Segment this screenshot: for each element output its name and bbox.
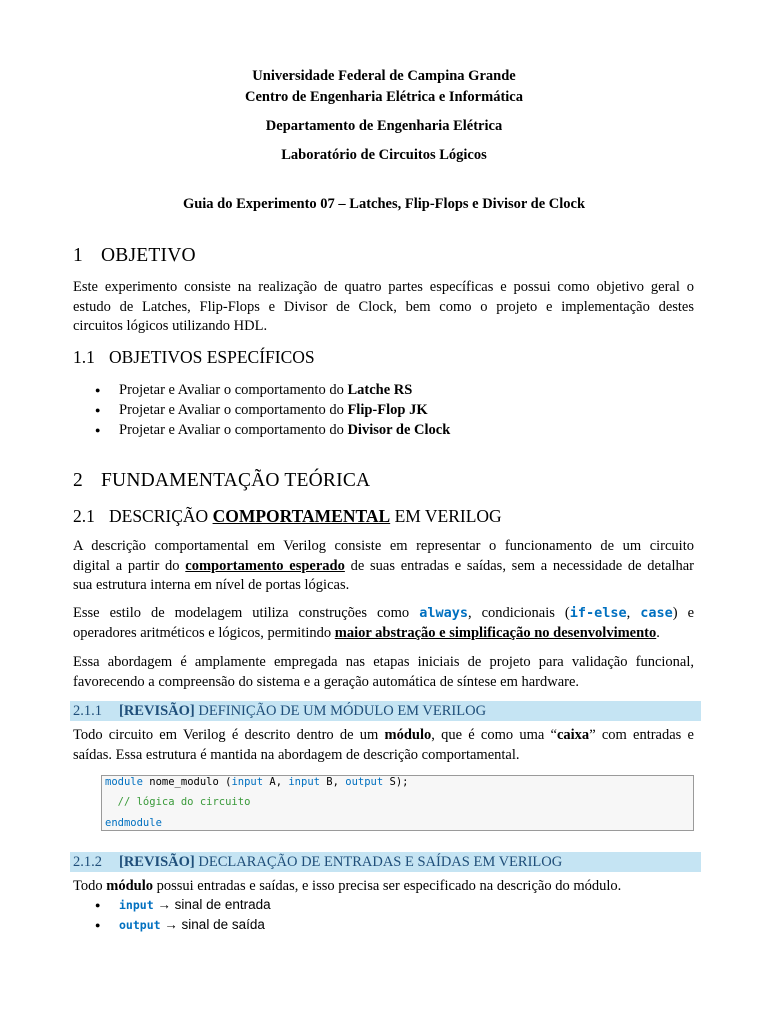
section-2-1-1-heading — [70, 701, 701, 721]
section-1-heading — [73, 245, 196, 267]
code-comment: // lógica do circuito — [105, 796, 251, 808]
section-1-1-heading — [73, 347, 315, 368]
text: , condicionais ( — [467, 605, 570, 621]
department-name: Departamento de Engenharia Elétrica — [265, 118, 503, 134]
item-text: Projetar e Avaliar o comportamento do — [119, 382, 348, 398]
keyword: output — [119, 918, 161, 932]
item-emphasis: Flip-Flop JK — [347, 402, 428, 418]
list-item — [95, 400, 450, 420]
paragraph-line: sua estrutura interna em nível de portas lógicas. — [73, 577, 350, 594]
section-2-1-2-heading — [70, 852, 701, 872]
list-item — [95, 380, 450, 400]
text: de suas entradas e saídas, sem a necessidade de detalhar — [344, 557, 694, 574]
text: , — [626, 605, 641, 621]
code-line — [105, 776, 409, 788]
paragraph-line: Este experimento consiste na realização de quatro partes específicas e possui como objetivo geral o — [73, 279, 694, 295]
lab-name: Laboratório de Circuitos Lógicos — [281, 147, 487, 163]
code-text: B, — [319, 776, 346, 788]
heading-text: EM VERILOG — [390, 506, 502, 526]
code-keyword: input — [288, 776, 320, 788]
item-emphasis: Divisor de Clock — [347, 422, 451, 438]
heading-text: DEFINIÇÃO DE UM MÓDULO EM VERILOG — [194, 703, 487, 719]
guide-title: Guia do Experimento 07 – Latches, Flip-Flops e Divisor de Clock — [182, 196, 586, 212]
item-text: → sinal de saída — [160, 917, 265, 932]
text: Esse estilo de modelagem utiliza construções como — [73, 605, 420, 621]
text: Todo — [73, 878, 107, 894]
paragraph-line: saídas. Essa estrutura é mantida na abordagem de descrição comportamental. — [73, 746, 520, 763]
code-keyword: module — [105, 776, 143, 788]
section-2-1-heading — [73, 506, 502, 527]
paragraph-line: circuitos lógicos utilizando HDL. — [73, 318, 268, 335]
code-text: A, — [263, 776, 289, 788]
text: ) e — [672, 605, 695, 621]
university-name: Universidade Federal de Campina Grande — [252, 68, 516, 84]
paragraph-line — [73, 557, 694, 577]
section-2-title: FUNDAMENTAÇÃO TEÓRICA — [101, 470, 371, 491]
code-block — [101, 775, 694, 831]
paragraph-line: favorecendo a compreensão do sistema e a geração automática de síntese em hardware. — [73, 673, 580, 690]
heading-text: DESCRIÇÃO — [109, 506, 213, 526]
text: Todo circuito em Verilog é descrito dentro de um — [73, 727, 385, 743]
section-1-paragraph — [73, 278, 694, 337]
section-2-heading — [73, 470, 370, 492]
revision-tag: [REVISÃO] — [119, 703, 195, 719]
text: digital a partir do — [73, 557, 186, 574]
io-list — [95, 895, 271, 935]
revision-tag: [REVISÃO] — [119, 854, 195, 870]
emphasis: comportamento esperado — [185, 557, 345, 574]
heading-text: DECLARAÇÃO DE ENTRADAS E SAÍDAS EM VERILOG — [194, 854, 563, 870]
emphasis: caixa — [556, 727, 590, 743]
heading-emphasis: COMPORTAMENTAL — [212, 506, 391, 526]
section-1-title: OBJETIVO — [101, 245, 196, 266]
code-text: S); — [383, 776, 409, 788]
emphasis: módulo — [106, 878, 153, 894]
paragraph-line — [73, 877, 694, 897]
item-emphasis: Latche RS — [347, 382, 413, 398]
keyword: case — [640, 605, 673, 621]
list-item — [95, 895, 271, 915]
item-text: Projetar e Avaliar o comportamento do — [119, 402, 348, 418]
section-2-1-paragraph-1 — [73, 537, 694, 596]
text: , que é como uma “ — [431, 727, 557, 743]
paragraph-line: estudo de Latches, Flip-Flops e Divisor de Clock, bem como o projeto e implementação destes — [73, 298, 694, 315]
keyword: always — [419, 605, 468, 621]
code-text: nome_modulo ( — [142, 776, 232, 788]
text: ” com entradas e — [589, 727, 694, 743]
emphasis: maior abstração e simplificação no desenvolvimento — [334, 624, 657, 641]
item-text: → sinal de entrada — [153, 897, 271, 912]
code-keyword: endmodule — [105, 817, 162, 829]
paragraph-line: A descrição comportamental em Verilog consiste em representar o funcionamento de um circuito — [73, 538, 694, 554]
section-1-number: 1 — [73, 245, 83, 266]
code-keyword: output — [345, 776, 384, 788]
section-2-1-1-number: 2.1.1 — [73, 703, 102, 719]
keyword: if-else — [569, 605, 627, 621]
section-2-number: 2 — [73, 470, 83, 491]
text: operadores aritméticos e lógicos, permitindo — [73, 624, 335, 641]
paragraph-line — [73, 726, 694, 746]
section-2-1-paragraph-3 — [73, 653, 694, 692]
code-keyword: input — [231, 776, 264, 788]
center-name: Centro de Engenharia Elétrica e Informática — [244, 89, 523, 105]
list-item — [95, 420, 450, 440]
paragraph-line — [73, 624, 694, 644]
paragraph-line — [73, 604, 694, 624]
text: . — [656, 624, 660, 641]
keyword: input — [119, 898, 154, 912]
section-2-1-1-paragraph — [73, 726, 694, 765]
section-2-1-2-paragraph — [73, 877, 694, 897]
section-1-1-title: OBJETIVOS ESPECÍFICOS — [109, 347, 315, 367]
item-text: Projetar e Avaliar o comportamento do — [119, 422, 348, 438]
objectives-list — [95, 380, 450, 440]
section-2-1-number: 2.1 — [73, 506, 95, 526]
text: possui entradas e saídas, e isso precisa ser especificado na descrição do módulo. — [152, 878, 622, 894]
emphasis: módulo — [384, 727, 432, 743]
section-2-1-2-number: 2.1.2 — [73, 854, 102, 870]
section-2-1-paragraph-2 — [73, 604, 694, 643]
list-item — [95, 915, 271, 935]
paragraph-line: Essa abordagem é amplamente empregada nas etapas iniciais de projeto para validação funcional, — [73, 654, 694, 670]
section-1-1-number: 1.1 — [73, 347, 95, 367]
